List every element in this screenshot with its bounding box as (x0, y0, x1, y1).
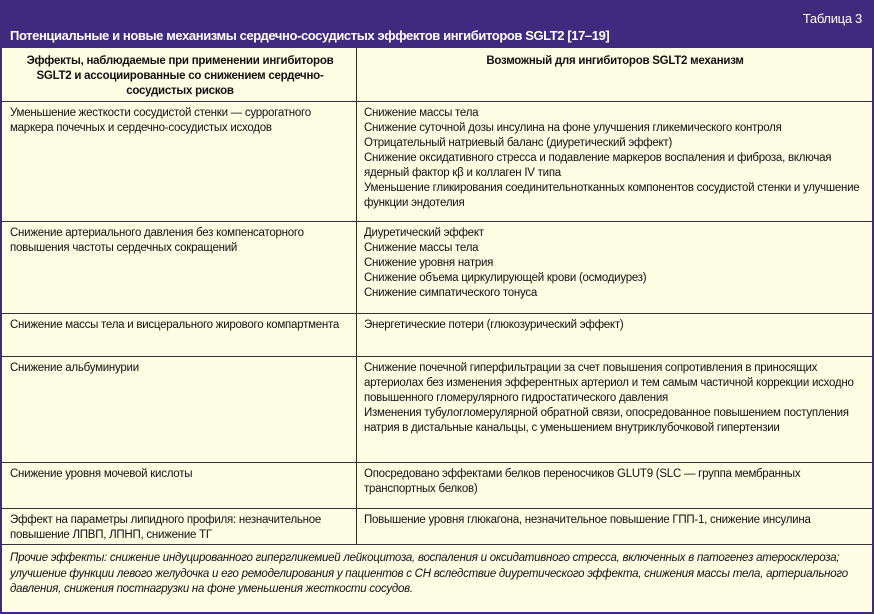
table-row (2, 314, 872, 357)
mechanism-cell (357, 509, 872, 544)
mechanism-item: Энергетические потери (глюкозурический эффект) (364, 319, 624, 331)
footnote: Прочие эффекты: снижение индуцированного гипергликемией лейкоцитоза, воспаления и оксидативного стресса, включенных в патогенез атеросклероза; улучшение функции левого желудочка и его ремоделирования у пациентов с СН вследствие диуретического эффекта, снижения массы тела, артериального давления, снижения постнагрузки на фоне уменьшения жесткости сосудов. (10, 552, 848, 595)
column-headers (2, 48, 872, 102)
table-row (2, 509, 872, 545)
mechanism-cell (357, 222, 872, 313)
mechanism-cell (357, 102, 872, 221)
table-header-bar (2, 2, 872, 48)
effect-cell: Снижение уровня мочевой кислоты (2, 463, 357, 508)
mechanism-item: Снижение суточной дозы инсулина на фоне улучшения гликемического контроля (364, 122, 782, 134)
column-header-effects: Эффекты, наблюдаемые при применении ингибиторов SGLT2 и ассоциированные со снижением сердечно-сосудистых рисков (2, 48, 357, 101)
mechanism-item: Опосредовано эффектами белков переносчиков GLUT9 (SLC — группа мембранных транспортных белков) (364, 468, 801, 495)
effect-cell: Эффект на параметры липидного профиля: незначительное повышение ЛПВП, ЛПНП, снижение ТГ (2, 509, 357, 544)
mechanism-item: Снижение симпатического тонуса (364, 287, 538, 299)
mechanism-cell (357, 463, 872, 508)
column-header-mechanism: Возможный для ингибиторов SGLT2 механизм (486, 55, 744, 67)
effect-cell: Снижение артериального давления без компенсаторного повышения частоты сердечных сокращений (2, 222, 357, 313)
mechanism-item: Снижение уровня натрия (364, 257, 494, 269)
mechanism-item: Снижение почечной гиперфильтрации за счет повышения сопротивления в приносящих артериолах без изменения эфферентных артериол и тем самым частичной коррекции исходно повышенного гломерулярного гидростатического давления (364, 362, 854, 404)
effect-cell: Снижение массы тела и висцерального жирового компартмента (2, 314, 357, 356)
mechanism-item: Снижение объема циркулирующей крови (осмодиурез) (364, 272, 647, 284)
mechanism-item: Повышение уровня глюкагона, незначительное повышение ГПП-1, снижение инсулина (364, 514, 811, 526)
mechanism-item: Снижение оксидативного стресса и подавление маркеров воспаления и фиброза, включая ядерный фактор кβ и коллаген IV типа (364, 152, 832, 179)
mechanism-item: Отрицательный натриевый баланс (диуретический эффект) (364, 137, 673, 149)
table-number: Таблица 3 (802, 11, 862, 26)
effect-cell: Снижение альбуминурии (2, 357, 357, 462)
mechanism-item: Снижение массы тела (364, 107, 479, 119)
table-row (2, 463, 872, 509)
table-row (2, 222, 872, 314)
mechanism-item: Уменьшение гликирования соединительнотканных компонентов сосудистой стенки и улучшение функции эндотелия (364, 182, 860, 209)
mechanism-item: Изменения тубулогломерулярной обратной связи, опосредованное повышением поступления натрия в дистальные канальцы, с уменьшением внутриклубочковой гипертензии (364, 407, 849, 434)
mechanism-item: Снижение массы тела (364, 242, 479, 254)
mechanism-cell (357, 357, 872, 462)
table-row (2, 102, 872, 222)
effect-cell: Уменьшение жесткости сосудистой стенки — суррогатного маркера почечных и сердечно-сосудистых исходов (2, 102, 357, 221)
mechanism-item: Диуретический эффект (364, 227, 484, 239)
table-title: Потенциальные и новые механизмы сердечно-сосудистых эффектов ингибиторов SGLT2 [17–19] (10, 28, 610, 43)
table-row (2, 357, 872, 463)
mechanism-cell (357, 314, 872, 356)
